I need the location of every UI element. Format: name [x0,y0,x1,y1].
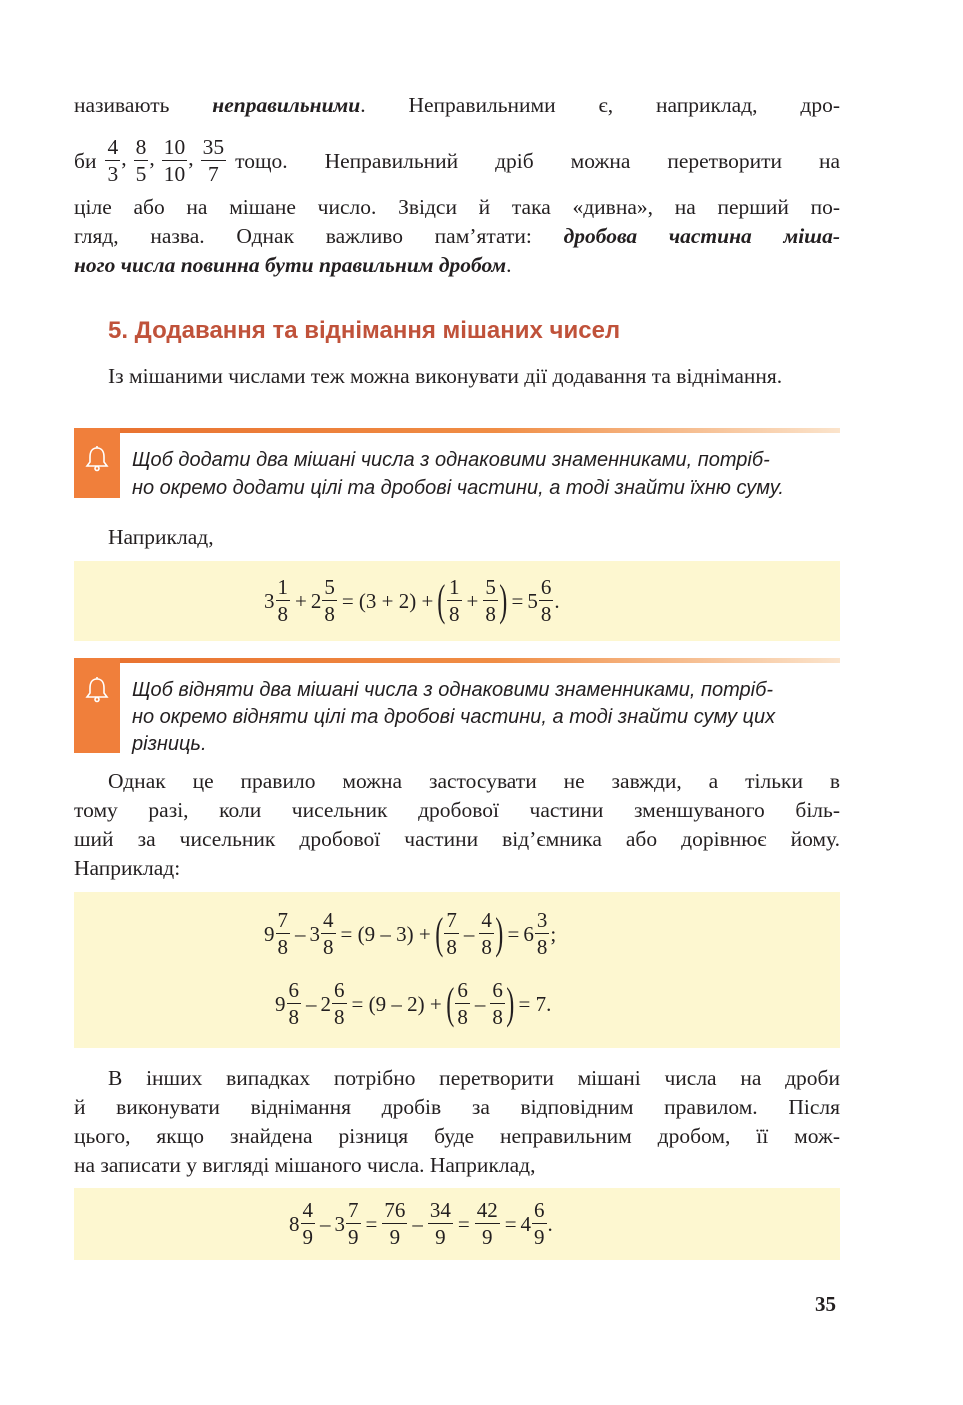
denominator: 8 [277,935,288,959]
fraction [483,577,498,625]
result: = 7. [518,991,552,1016]
fraction [134,134,149,186]
close-paren: ) [506,979,515,1028]
text-span: гляд, назва. Однак важливо пам’ятати: [74,224,564,248]
paragraph-line: ший за чисельник дробової частини від’ємника або дорівнює йому. [74,827,840,851]
whole-part: 6 [523,921,534,946]
emphasis-term: неправильними [212,93,361,117]
denominator: 9 [348,1225,359,1249]
denominator: 9 [534,1225,545,1249]
numerator: 7 [277,908,288,932]
denominator: 8 [449,602,460,626]
rule-text-line: різниць. [132,733,207,755]
numerator: 5 [324,575,335,599]
rule-text-line: Щоб відняти два мішані числа з однаковими знаменниками, потріб- [132,679,774,701]
numerator: 6 [540,575,552,599]
paragraph-line: Наприклад: [74,856,181,880]
separator: , [188,146,194,170]
denominator: 8 [323,935,334,959]
bell-icon [83,676,111,704]
formula-box [74,1188,840,1260]
plus-sign: + [295,588,307,613]
section-heading: 5. Додавання та віднімання мішаних чисел [108,317,621,344]
whole-part: 3 [264,588,275,613]
minus-sign: – [306,991,317,1016]
paragraph-line [74,91,840,120]
fraction [201,134,227,186]
denominator: 8 [446,935,457,959]
denominator: 9 [481,1225,493,1249]
paragraph-line [74,193,840,222]
fraction [276,577,291,625]
rule-text-line: но окремо відняти цілі та дробові частини, а тоді знайти суму цих [132,706,776,728]
whole-part: 2 [310,588,322,613]
numerator: 35 [201,137,227,162]
fraction [276,910,291,958]
numerator: 6 [492,978,503,1002]
fraction [321,910,336,958]
open-paren: ( [434,909,444,958]
denominator: 8 [457,1005,468,1029]
equals-sign: = [365,1211,378,1236]
numerator: 4 [323,908,334,932]
equals-sign: = [511,588,524,613]
text-span: ціле або на мішане число. Звідси й така «дивна», на перший по- [74,195,840,219]
separator: , [121,146,127,170]
whole-part: 2 [320,991,331,1016]
text-span: тощо. Неправильний дріб можна перетворити на [235,148,840,173]
semicolon: ; [550,921,557,946]
fraction [322,577,337,625]
fraction [162,134,188,186]
denominator: 8 [288,1005,299,1029]
text-span: . [506,253,512,277]
fraction [382,1200,407,1248]
rule-marker [74,658,120,753]
denominator: 10 [163,162,186,186]
denominator: 7 [207,162,219,186]
formula-subtraction-2 [275,976,555,1032]
fraction [490,980,505,1028]
page-number: 35 [815,1292,836,1316]
plus-sign: + [466,588,479,613]
rule-text-line: Щоб додати два мішані числа з однаковими знаменниками, потріб- [132,449,770,471]
period: . [554,588,560,613]
minus-sign: – [412,1211,423,1236]
numerator: 42 [476,1198,498,1222]
numerator: 7 [446,908,457,932]
denominator: 8 [485,602,496,626]
emphasis-rule: дробова частина міша- [563,224,840,248]
intro-paragraph: Із мішаними числами теж можна виконувати дії додавання та віднімання. [108,364,783,388]
minus-sign: – [295,921,306,946]
denominator: 3 [107,162,119,186]
denominator: 9 [389,1225,401,1249]
minus-sign: – [474,991,486,1016]
fraction [105,134,120,186]
fraction [444,910,459,958]
formula-box [74,892,840,1048]
numerator: 7 [348,1198,359,1222]
numerator: 34 [429,1198,451,1222]
example-label: Наприклад, [108,525,214,549]
paragraph-line: на записати у вигляді мішаного числа. Наприклад, [74,1153,536,1177]
rule-text-line: но окремо додати цілі та дробові частини, а тоді знайти їхню суму. [132,477,784,499]
paragraph-line [74,251,840,280]
numerator: 4 [481,908,492,932]
denominator: 8 [277,602,288,626]
numerator: 8 [134,137,149,162]
rule-divider [74,428,840,433]
numerator: 6 [457,978,468,1002]
text-span: би [74,148,97,173]
numerator: 76 [384,1198,406,1222]
minus-sign: – [320,1211,331,1236]
numerator: 5 [485,575,496,599]
period: . [547,1211,553,1236]
fraction [428,1200,453,1248]
denominator: 9 [302,1225,313,1249]
open-paren: ( [445,979,455,1028]
numerator: 6 [334,978,345,1002]
equals-sign: = [457,1211,470,1236]
fraction [475,1200,500,1248]
fraction [287,980,302,1028]
emphasis-rule: ного числа повинна бути правильним дробом [74,253,507,277]
numerator: 4 [105,137,120,162]
rule-box-addition [74,428,840,498]
formula-subtraction-1 [264,906,556,962]
formula-improper [289,1196,553,1252]
denominator: 8 [324,602,335,626]
paragraph-line: В інших випадках потрібно перетворити мішані числа на дроби [108,1066,840,1090]
fraction [532,1200,547,1248]
paragraph-line [74,222,840,251]
open-paren: ( [437,576,446,625]
paragraph-line: Однак це правило можна застосувати не завжди, а тільки в [108,769,840,793]
whole-part: 9 [275,991,286,1016]
expression-middle: = (9 – 3) + [340,921,431,946]
equals-sign: = [504,1211,517,1236]
fraction [301,1200,316,1248]
fraction [535,910,550,958]
bell-icon [83,445,111,473]
denominator: 8 [492,1005,503,1029]
fraction-examples-line [74,133,840,189]
paragraph-line: цього, якщо знайдена різниця буде неправильним дробом, її мож- [74,1124,840,1148]
numerator: 3 [536,908,548,932]
fraction [455,980,470,1028]
denominator: 8 [540,602,552,626]
numerator: 4 [302,1198,313,1222]
denominator: 9 [435,1225,446,1249]
whole-part: 4 [520,1211,532,1236]
numerator: 6 [534,1198,545,1222]
minus-sign: – [463,921,475,946]
numerator: 1 [449,575,460,599]
whole-part: 5 [527,588,538,613]
fraction [447,577,462,625]
equals-sign: = [507,921,520,946]
rule-divider [74,658,840,663]
numerator: 6 [288,978,299,1002]
denominator: 8 [536,935,548,959]
rule-box-subtraction [74,658,840,754]
whole-part: 8 [289,1211,300,1236]
separator: , [149,146,155,170]
denominator: 8 [481,935,492,959]
fraction [332,980,347,1028]
denominator: 5 [135,162,147,186]
fraction [539,577,554,625]
fraction [346,1200,361,1248]
expression-middle: = (3 + 2) + [341,588,434,613]
paragraph-line: тому разі, коли чисельник дробової частини зменшуваного біль- [74,798,840,822]
whole-part: 9 [264,921,275,946]
text-span: називають [74,93,213,117]
numerator: 1 [277,575,288,599]
fraction [479,910,494,958]
numerator: 10 [162,137,188,162]
text-span: . Неправильними є, наприклад, дро- [360,93,840,117]
formula-addition [264,573,560,629]
close-paren: ) [495,909,504,958]
whole-part: 3 [334,1211,345,1236]
whole-part: 3 [309,921,320,946]
close-paren: ) [499,576,508,625]
paragraph-line: й виконувати віднімання дробів за відповідним правилом. Після [74,1095,840,1119]
denominator: 8 [334,1005,345,1029]
expression-middle: = (9 – 2) + [351,991,442,1016]
formula-box [74,561,840,641]
